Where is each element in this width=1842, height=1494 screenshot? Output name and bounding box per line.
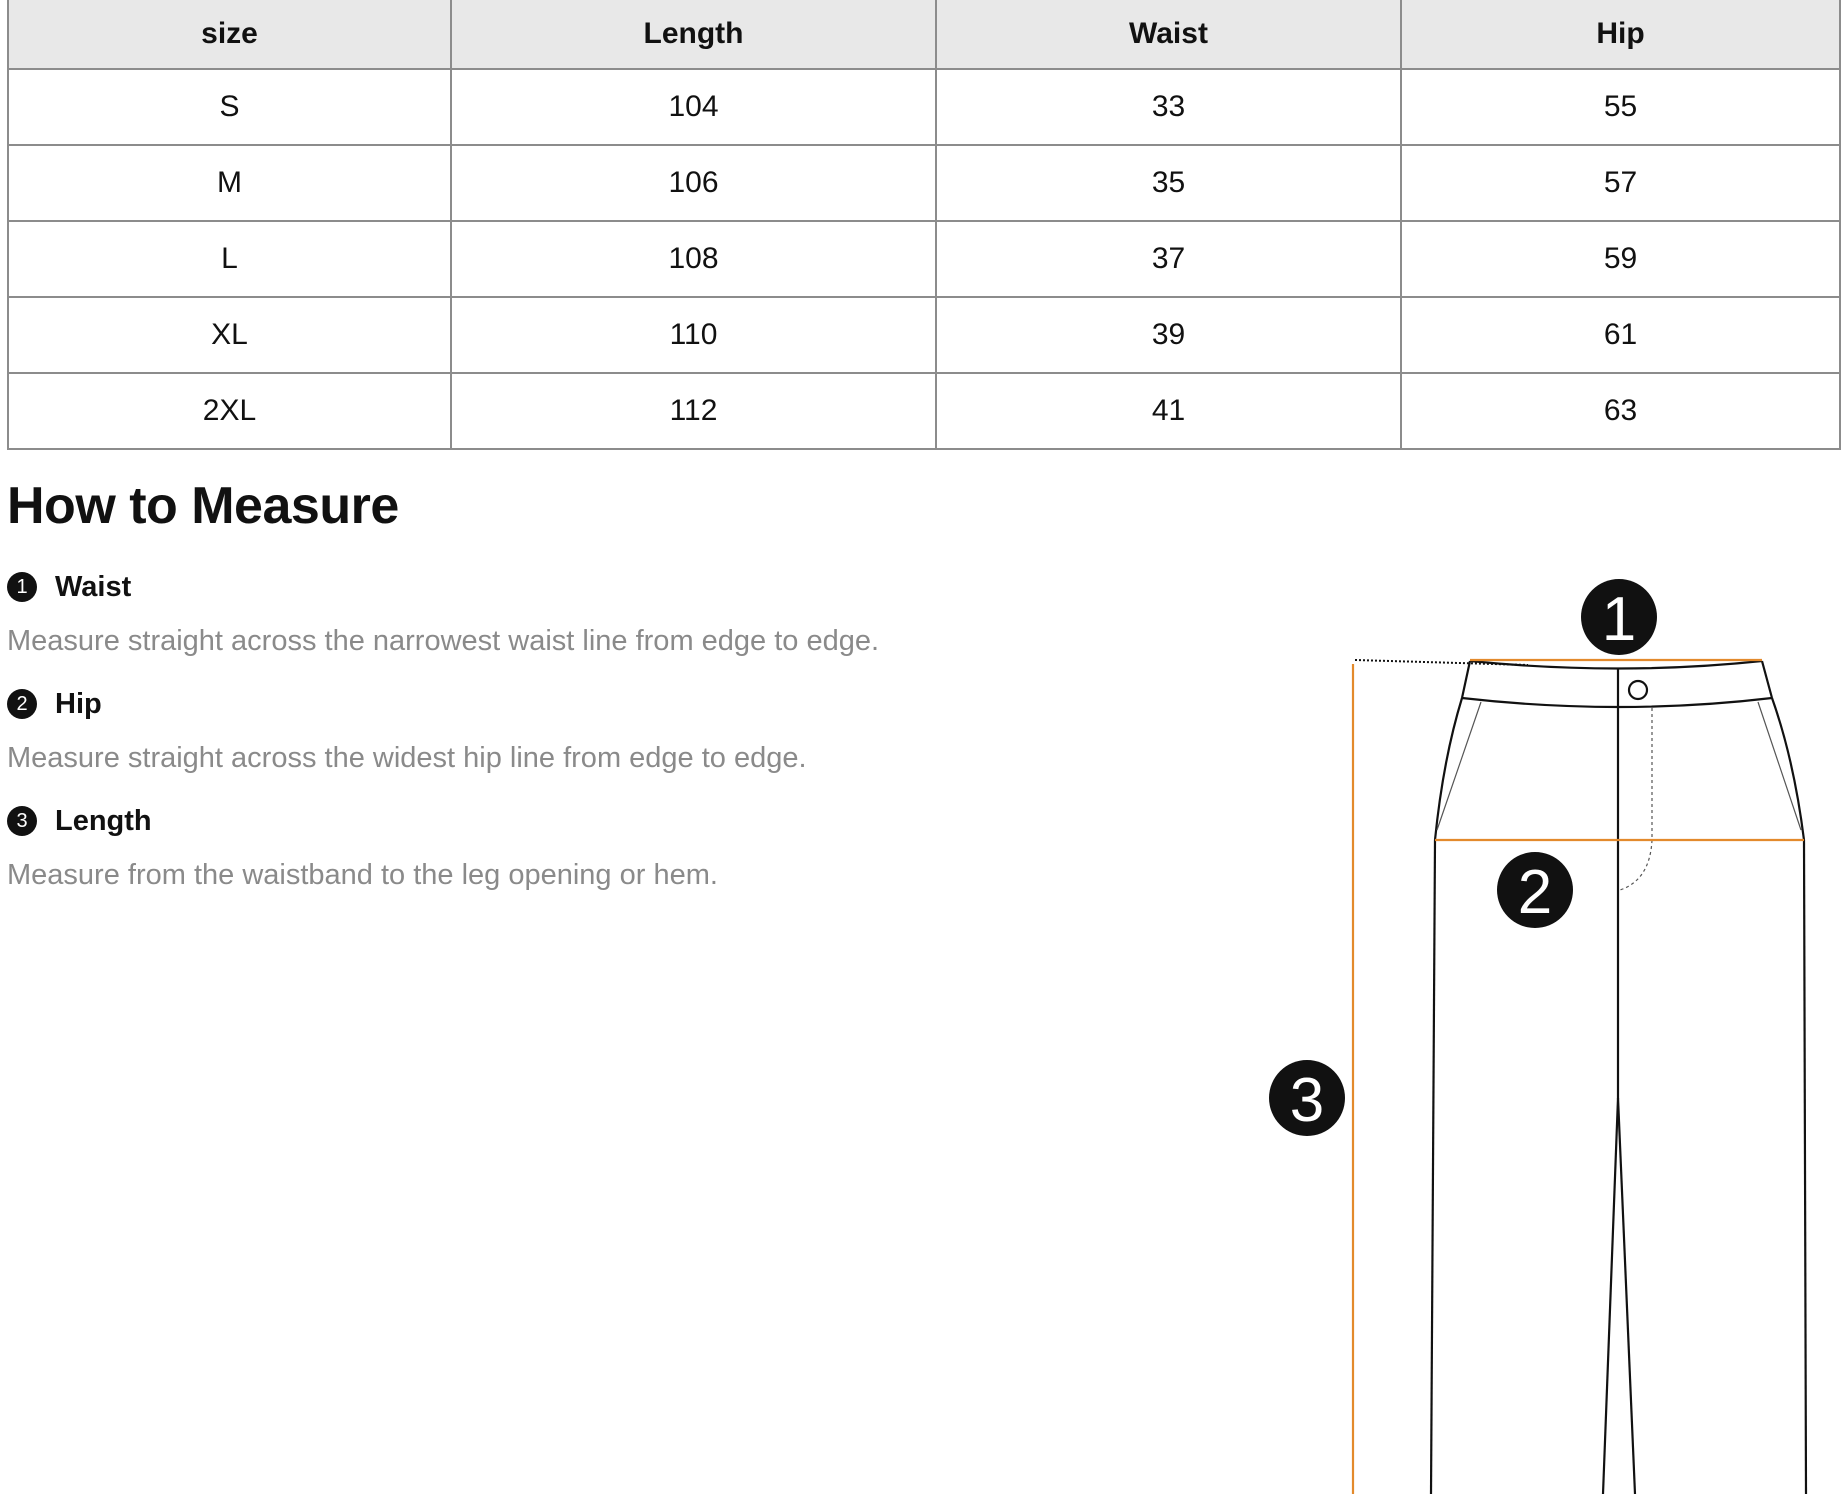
right-inseam <box>1618 1098 1635 1494</box>
item-heading <box>7 566 1107 608</box>
marker-1 <box>1581 579 1657 655</box>
cell-hip: 63 <box>1401 373 1840 449</box>
left-inseam <box>1603 1098 1618 1494</box>
cell-hip: 59 <box>1401 221 1840 297</box>
pants-details <box>1355 660 1801 890</box>
table-row <box>8 69 1840 145</box>
number-badge: 2 <box>7 689 37 719</box>
cell-size: S <box>8 69 451 145</box>
marker-3 <box>1269 1060 1345 1136</box>
cell-length: 110 <box>451 297 936 373</box>
pants-outline <box>1431 661 1806 1494</box>
marker-label: 2 <box>1517 858 1553 927</box>
cell-length: 104 <box>451 69 936 145</box>
cell-length: 112 <box>451 373 936 449</box>
fly-stitch <box>1620 708 1652 890</box>
measure-item-hip <box>7 683 1107 800</box>
right-leg-outer <box>1804 840 1806 1494</box>
cell-size: M <box>8 145 451 221</box>
cell-waist: 33 <box>936 69 1401 145</box>
cell-size: XL <box>8 297 451 373</box>
item-label: Length <box>55 804 152 837</box>
cell-waist: 35 <box>936 145 1401 221</box>
header-length: Length <box>451 0 936 69</box>
cell-length: 106 <box>451 145 936 221</box>
cell-size: 2XL <box>8 373 451 449</box>
number-badge: 3 <box>7 806 37 836</box>
marker-2 <box>1497 852 1573 928</box>
waistband-right <box>1762 661 1772 698</box>
marker-label: 3 <box>1289 1066 1325 1135</box>
header-hip: Hip <box>1401 0 1840 69</box>
marker-label: 1 <box>1601 585 1637 654</box>
left-leg-outer <box>1431 840 1435 1494</box>
table-header-row <box>8 0 1840 69</box>
measure-item-waist <box>7 566 1107 683</box>
header-size: size <box>8 0 451 69</box>
cell-size: L <box>8 221 451 297</box>
cell-length: 108 <box>451 221 936 297</box>
cell-waist: 39 <box>936 297 1401 373</box>
item-description: Measure straight across the widest hip line from edge to edge. <box>7 742 807 774</box>
measurement-lines <box>1353 660 1804 1494</box>
right-hip-edge <box>1772 698 1804 840</box>
item-label: Hip <box>55 687 102 720</box>
number-badge: 1 <box>7 572 37 602</box>
table-row <box>8 221 1840 297</box>
header-waist: Waist <box>936 0 1401 69</box>
cell-hip: 55 <box>1401 69 1840 145</box>
item-description: Measure from the waistband to the leg opening or hem. <box>7 859 718 891</box>
table-row <box>8 373 1840 449</box>
measure-item-length <box>7 800 1107 917</box>
item-description: Measure straight across the narrowest waist line from edge to edge. <box>7 625 880 657</box>
measure-instructions <box>7 566 1107 917</box>
cell-hip: 57 <box>1401 145 1840 221</box>
item-label: Waist <box>55 570 132 603</box>
left-pocket-line <box>1437 702 1481 830</box>
button-icon <box>1629 681 1647 699</box>
section-title: How to Measure <box>7 477 399 535</box>
cell-waist: 41 <box>936 373 1401 449</box>
table-row <box>8 297 1840 373</box>
cell-hip: 61 <box>1401 297 1840 373</box>
size-chart-table <box>7 0 1841 450</box>
waistband-left <box>1462 661 1470 698</box>
cell-waist: 37 <box>936 221 1401 297</box>
table-row <box>8 145 1840 221</box>
waistband-top <box>1470 661 1762 669</box>
item-heading <box>7 683 1107 725</box>
item-heading <box>7 800 1107 842</box>
